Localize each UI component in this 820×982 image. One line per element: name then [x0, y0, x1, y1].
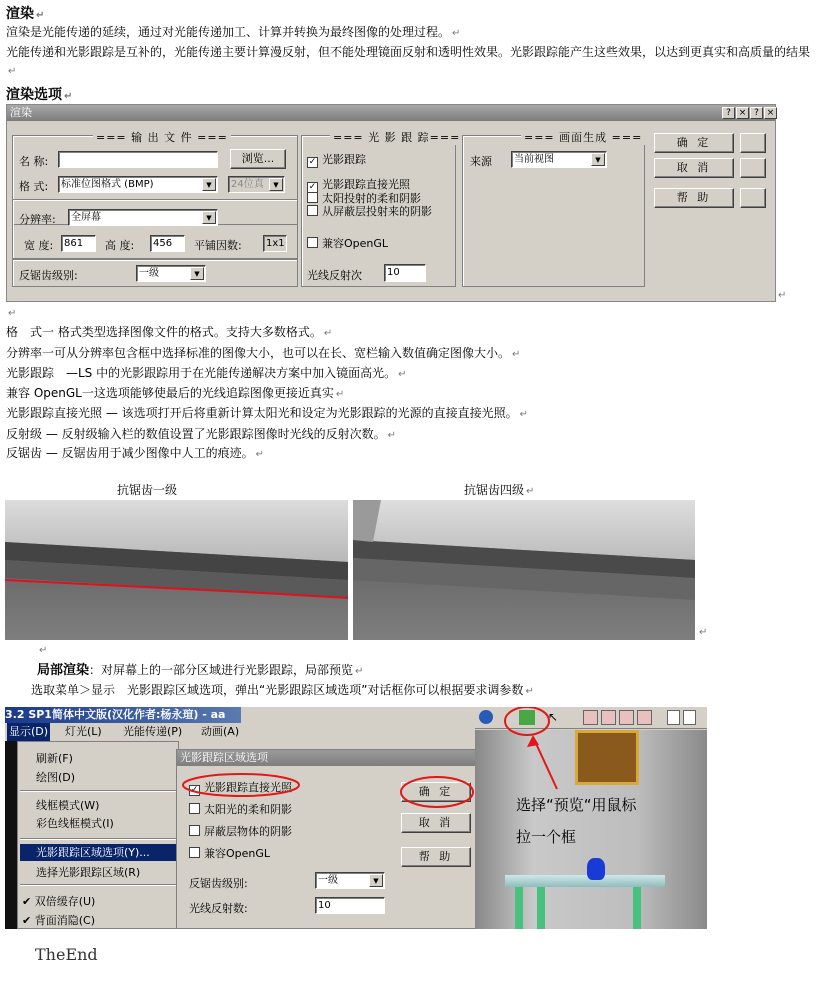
- sun-soft-shadow-checkbox[interactable]: 太阳投射的柔和阴影: [307, 192, 421, 205]
- menu-separator: [20, 838, 176, 840]
- checkmark-icon: ✔: [22, 914, 35, 927]
- antialias-group: [12, 259, 298, 287]
- resolution-label: 分辨率:: [19, 213, 56, 226]
- chevron-down-icon: ▼: [591, 153, 605, 166]
- menu-display[interactable]: 显示(D): [7, 723, 50, 741]
- local-render-title: 局部渲染: [37, 663, 90, 678]
- antialias-label: 反锯齿级别:: [19, 269, 78, 282]
- table-leg: [537, 887, 545, 929]
- region-screen-shadow-checkbox[interactable]: 屏蔽层物体的阴影: [189, 825, 292, 838]
- desc-format: 格 式一 格式类型选择图像文件的格式。支持大多数格式。 ↵: [6, 325, 333, 339]
- region-reflect-input[interactable]: 10: [315, 897, 385, 914]
- caption-aa-level4: 抗锯齿四级 ↵: [464, 483, 535, 497]
- height-input[interactable]: 456: [150, 235, 185, 252]
- ok-button[interactable]: 确 定: [654, 133, 734, 153]
- reflect-input[interactable]: 10: [384, 264, 426, 282]
- chevron-down-icon: ▼: [202, 178, 216, 191]
- format-select[interactable]: 标准位图格式 (BMP) ▼: [58, 176, 218, 193]
- desc-antialias: 反锯齿 — 反锯齿用于减少图像中人工的痕迹。 ↵: [6, 446, 265, 460]
- local-render-instruction: 选取菜单＞显示 光影跟踪区域选项，弹出“光影跟踪区域选项”对话框你可以根据要求调参数 ↵: [31, 683, 534, 697]
- menu-animation[interactable]: 动画(A): [201, 725, 240, 738]
- ok-highlight-ellipse: [399, 774, 475, 810]
- resolution-select[interactable]: 全屏幕 ▼: [68, 209, 218, 226]
- paragraph-mark: ↵: [699, 627, 708, 638]
- checkmark-icon: ✔: [22, 895, 35, 908]
- chevron-down-icon: ▼: [369, 874, 383, 887]
- annotation-text-1: 选择“预览“用鼠标: [516, 796, 637, 814]
- heading-render-options: 渲染选项 ↵: [6, 87, 73, 103]
- help-title-button-2[interactable]: ?: [750, 107, 763, 119]
- render-dialog-title: 渲染: [7, 105, 775, 121]
- tile-factor-value: 1x1: [263, 235, 287, 252]
- help-title-button[interactable]: ?: [722, 107, 735, 119]
- menu-item-backface-cull[interactable]: ✔ 背面消隐(C): [22, 914, 95, 927]
- reflect-label: 光线反射次: [307, 269, 362, 282]
- chevron-down-icon: ▼: [269, 178, 283, 191]
- height-label: 高 度:: [105, 239, 135, 252]
- image-aa-level4: [353, 500, 695, 640]
- width-input[interactable]: 861: [61, 235, 96, 252]
- menu-lights[interactable]: 灯光(L): [65, 725, 102, 738]
- name-input[interactable]: [58, 151, 218, 168]
- close-title-button-2[interactable]: ×: [764, 107, 777, 119]
- table-leg: [515, 887, 523, 929]
- desc-resolution: 分辨率一可从分辨率包含框中选择标准的图像大小，也可以在长、宽栏输入数值确定图像大小。 ↵: [6, 346, 521, 360]
- cursor-icon[interactable]: ↖: [548, 710, 559, 724]
- paragraph-mark: ↵: [778, 290, 787, 301]
- region-aa-select[interactable]: 一级 ▼: [315, 872, 385, 889]
- checkmark-icon: ✓: [308, 182, 317, 192]
- blank-button-2: [740, 158, 766, 178]
- region-sun-soft-checkbox[interactable]: 太阳光的柔和阴影: [189, 803, 292, 816]
- tile-factor-label: 平铺因数:: [194, 239, 242, 252]
- opengl-checkbox[interactable]: 兼容OpenGL: [307, 237, 388, 250]
- desc-raytrace: 光影跟踪 —LS 中的光影跟踪用于在光能传递解决方案中加入镜面高光。 ↵: [6, 366, 407, 380]
- blank-button-1: [740, 133, 766, 153]
- menu-item-region-options[interactable]: 光影跟踪区域选项(Y)...: [20, 844, 176, 861]
- region-opengl-checkbox[interactable]: 兼容OpenGL: [189, 847, 270, 860]
- width-label: 宽 度:: [24, 239, 54, 252]
- highlight-ellipse: [181, 772, 301, 798]
- region-reflect-label: 光线反射数:: [189, 902, 248, 915]
- region-options-dialog-title: 光影跟踪区域选项: [177, 750, 478, 766]
- aa-level1-render: [5, 500, 348, 640]
- source-select[interactable]: 当前视图 ▼: [511, 151, 607, 168]
- heading-render: 渲染 ↵: [6, 6, 45, 22]
- antialias-select[interactable]: 一级 ▼: [136, 265, 206, 282]
- raytrace-region-screenshot: [5, 707, 707, 929]
- raytrace-group: [301, 131, 461, 287]
- paragraph-render-intro: 渲染是光能传递的延续，通过对光能传递加工、计算并转换为最终图像的处理过程。 ↵: [6, 25, 461, 39]
- menu-item-double-buffer[interactable]: ✔ 双倍缓存(U): [22, 895, 96, 908]
- region-cancel-button[interactable]: 取 消: [401, 813, 471, 833]
- blank-button-3: [740, 188, 766, 208]
- glass-table-top: [505, 875, 665, 887]
- chevron-down-icon: ▼: [190, 267, 204, 280]
- paragraph-mark: ↵: [8, 308, 17, 319]
- region-options-dialog: [176, 749, 479, 929]
- caption-aa-level1: 抗锯齿一级: [117, 483, 178, 497]
- cancel-button[interactable]: 取 消: [654, 158, 734, 178]
- output-file-group-title: === 输 出 文 件 ===: [93, 129, 231, 145]
- annotation-overlay: [475, 707, 707, 817]
- bit-depth-select[interactable]: 24位真 ▼: [228, 176, 285, 193]
- raytrace-group-title: === 光 影 跟 踪===: [330, 129, 463, 145]
- annotation-text-2: 拉一个框: [516, 828, 577, 846]
- source-label: 来源: [470, 155, 492, 168]
- paragraph-mark: ↵: [39, 645, 48, 656]
- checkmark-icon: ✓: [190, 785, 199, 795]
- menu-separator: [20, 884, 176, 886]
- table-leg: [633, 887, 641, 929]
- menu-item-refresh[interactable]: 刷新(F): [36, 752, 73, 765]
- name-label: 名 称:: [19, 155, 49, 168]
- the-end-text: TheEnd: [35, 945, 98, 964]
- region-direct-light-checkbox[interactable]: ✓ 光影跟踪直接光照: [190, 781, 292, 795]
- menu-separator: [20, 790, 176, 792]
- close-title-button[interactable]: ×: [736, 107, 749, 119]
- region-aa-label: 反锯齿级别:: [189, 877, 248, 890]
- resolution-group: [12, 199, 298, 259]
- paragraph-render-compare: 光能传递和光影跟踪是互补的，光能传递主要计算漫反射，但不能处理镜面反射和透明性效果。光影跟踪能产生这些效果，以达到更真实和高质量的结果↵: [6, 45, 811, 77]
- screen-shadow-checkbox[interactable]: 从屏蔽层投射来的阴影: [307, 205, 432, 218]
- checkmark-icon: ✓: [308, 157, 317, 167]
- region-help-button[interactable]: 帮 助: [401, 847, 471, 867]
- viewport-edge: [5, 741, 17, 929]
- help-button[interactable]: 帮 助: [654, 188, 734, 208]
- image-aa-level1: [5, 500, 348, 640]
- browse-button[interactable]: 浏览...: [230, 149, 286, 169]
- menu-item-draw[interactable]: 绘图(D): [36, 771, 76, 784]
- blue-vase: [587, 858, 605, 880]
- app-title-bar: 3.2 SP1简体中文版(汉化作者:杨永瑄) - aa: [5, 707, 241, 723]
- local-render-line: 局部渲染：对屏幕上的一部分区域进行光影跟踪，局部预览 ↵: [37, 663, 364, 678]
- direct-light-checkbox[interactable]: ✓ 光影跟踪直接光照: [308, 178, 410, 192]
- menu-item-select-region[interactable]: 选择光影跟踪区域(R): [36, 866, 141, 879]
- render-dialog: [6, 104, 776, 302]
- menu-item-wireframe[interactable]: 线框模式(W): [36, 799, 100, 812]
- display-menu: [17, 741, 179, 929]
- menu-item-color-wireframe[interactable]: 彩色线框模式(I): [36, 817, 114, 830]
- desc-opengl: 兼容 OpenGL一这选项能够使最后的光线追踪图像更接近真实 ↵: [6, 386, 345, 400]
- menubar: [5, 723, 241, 741]
- raytrace-checkbox[interactable]: ✓ 光影跟踪: [308, 153, 366, 167]
- format-label: 格 式:: [19, 180, 49, 193]
- aa-level4-render: [353, 500, 695, 640]
- region-ok-button[interactable]: 确 定: [401, 782, 471, 802]
- image-generation-group-title: === 画面生成 ===: [521, 129, 645, 145]
- desc-direct-light: 光影跟踪直接光照 — 该选项打开后将重新计算太阳光和设定为光影跟踪的光源的直接直接光照。 ↵: [6, 406, 529, 420]
- desc-reflect: 反射级 — 反射级输入栏的数值设置了光影跟踪图像时光线的反射次数。 ↵: [6, 427, 397, 441]
- menu-radiosity[interactable]: 光能传递(P): [123, 725, 183, 738]
- chevron-down-icon: ▼: [202, 211, 216, 224]
- image-generation-group: [462, 131, 645, 287]
